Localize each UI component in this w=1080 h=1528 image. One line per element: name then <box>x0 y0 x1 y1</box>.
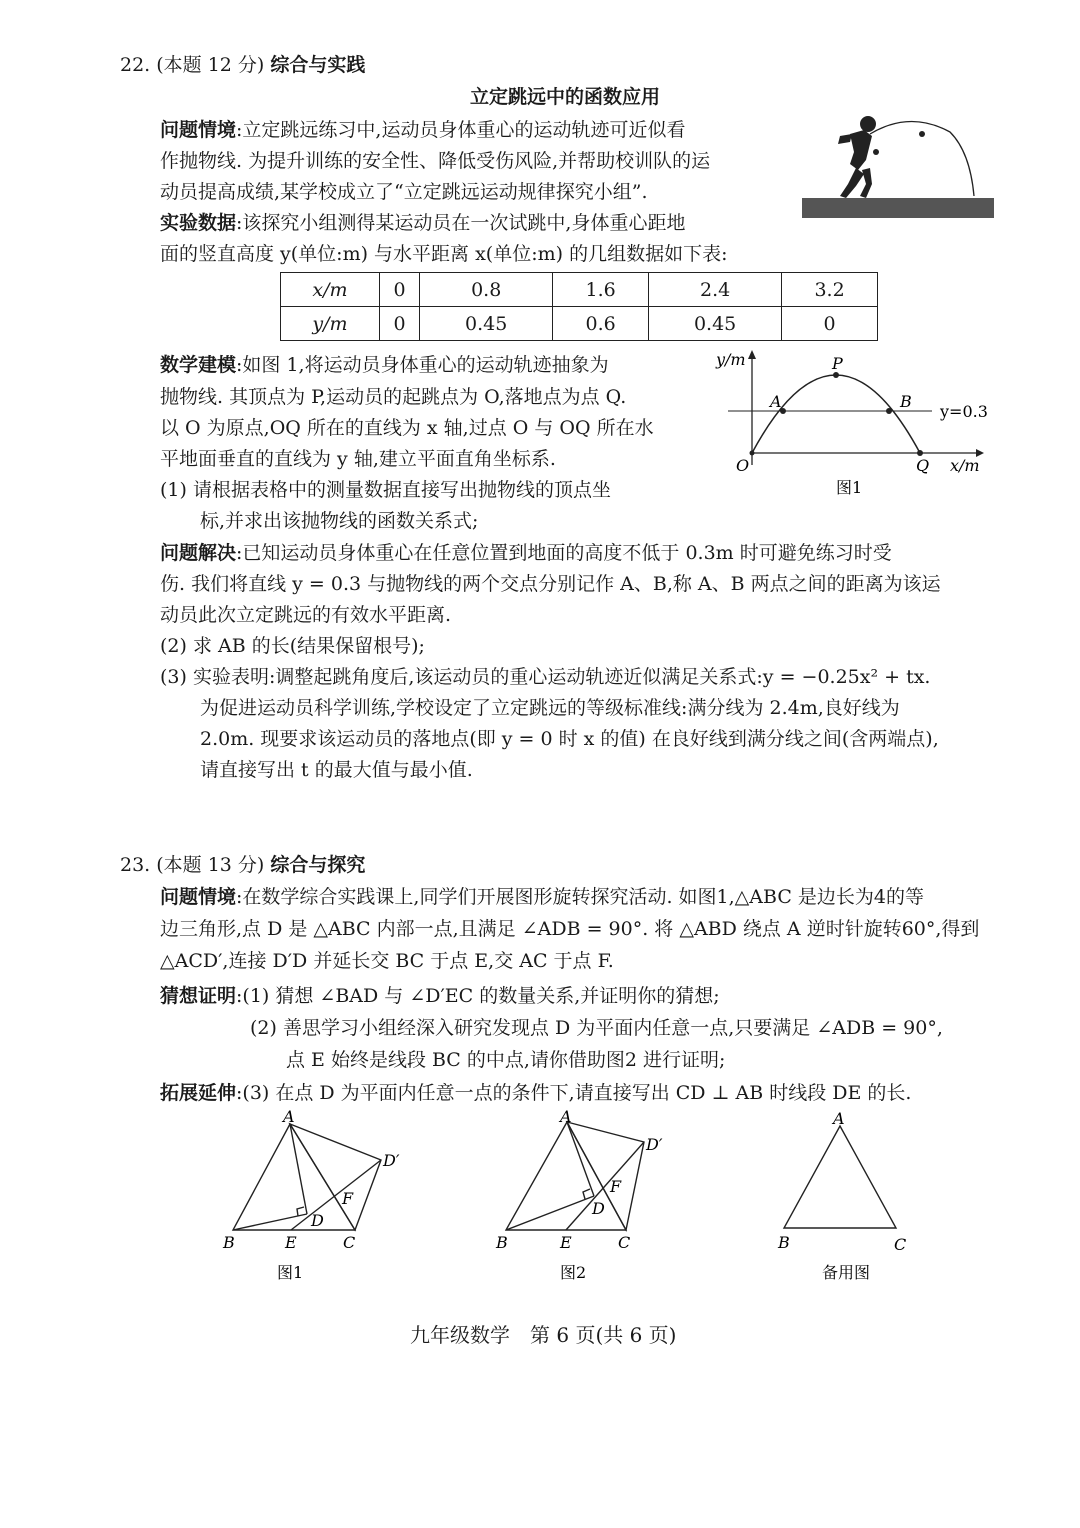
table-cell-y-label: y/m <box>281 307 380 341</box>
table-cell: 0 <box>380 307 420 341</box>
q22-solve-line1 <box>160 540 892 566</box>
q23-score: (本题 13 分) <box>156 854 265 876</box>
triangle-ABC <box>233 1124 355 1230</box>
segment-DpE <box>566 1142 644 1230</box>
table-cell: 0.6 <box>553 307 649 341</box>
athlete-figure <box>838 116 876 198</box>
q23-situation-line1 <box>160 884 924 910</box>
q23-figure-2 <box>494 1110 694 1285</box>
q23-situation-line2: 边三角形,点 D 是 △ABC 内部一点,且满足 ∠ADB = 90°. 将 △ABD 绕点 A 逆时针旋转60°,得到 <box>160 918 980 940</box>
label-B: B <box>223 1233 235 1252</box>
q22-data-line2: 面的竖直高度 y(单位:m) 与水平距离 x(单位:m) 的几组数据如下表: <box>160 243 728 265</box>
q23-extension-part3: :(3) 在点 D 为平面内任意一点的条件下,请直接写出 CD ⊥ AB 时线段 DE 的长. <box>236 1082 912 1104</box>
label-A: A <box>283 1110 295 1126</box>
q22-model-label: 数学建模 <box>160 354 237 376</box>
q23-conjecture-part2-line2: 点 E 始终是线段 BC 的中点,请你借助图2 进行证明; <box>286 1049 726 1071</box>
table-row-x <box>281 273 878 307</box>
figure-2-caption: 图2 <box>560 1263 587 1282</box>
label-E: E <box>560 1233 572 1252</box>
q22-model-line2: 抛物线. 其顶点为 P,运动员的起跳点为 O,落地点为点 Q. <box>160 386 627 408</box>
q23-situation-text1: :在数学综合实践课上,同学们开展图形旋转探究活动. 如图1,△ABC 是边长为4的等 <box>236 886 924 908</box>
q22-header <box>120 52 365 78</box>
q22-score: (本题 12 分) <box>156 54 265 76</box>
x-axis-label: x/m <box>950 456 980 475</box>
q22-part3-line1: (3) 实验表明:调整起跳角度后,该运动员的重心运动轨迹近似满足关系式:y = −0.25x² + tx. <box>160 666 931 688</box>
q22-situation-label: 问题情境 <box>160 119 237 141</box>
q23-conjecture-line1 <box>160 983 720 1009</box>
q23-figure-1 <box>215 1110 415 1285</box>
table-row-y <box>281 307 878 341</box>
q22-model-line4: 平地面垂直的直线为 y 轴,建立平面直角坐标系. <box>160 448 556 470</box>
q23-conjecture-part2-line1: (2) 善思学习小组经深入研究发现点 D 为平面内任意一点,只要满足 ∠ADB = 90°, <box>250 1017 943 1039</box>
q22-situation-line3: 动员提高成绩,某学校成立了“立定跳远运动规律探究小组”. <box>160 181 648 203</box>
ground-bar <box>802 198 994 218</box>
table-cell: 0 <box>782 307 878 341</box>
q22-solve-label: 问题解决 <box>160 542 237 564</box>
label-B: B <box>496 1233 508 1252</box>
q22-part2: (2) 求 AB 的长(结果保留根号); <box>160 635 425 657</box>
q22-data-text1: :该探究小组测得某运动员在一次试跳中,身体重心距地 <box>236 212 686 234</box>
y-axis-arrow <box>748 350 756 359</box>
segment-BD <box>233 1214 307 1230</box>
q22-model-text1: :如图 1,将运动员身体重心的运动轨迹抽象为 <box>236 354 609 376</box>
label-B: B <box>900 392 912 411</box>
q22-data-label: 实验数据 <box>160 212 237 234</box>
label-B: B <box>778 1233 790 1252</box>
q22-data-table <box>280 272 878 341</box>
q23-situation-line3: △ACD′,连接 D′D 并延长交 BC 于点 E,交 AC 于点 F. <box>160 950 614 972</box>
q22-part1-line2: 标,并求出该抛物线的函数关系式; <box>200 510 479 532</box>
figure-1-caption: 图1 <box>277 1263 304 1282</box>
q23-extension-line <box>160 1080 911 1106</box>
q23-conjecture-label: 猜想证明 <box>160 985 237 1007</box>
table-cell: 0 <box>380 273 420 307</box>
center-of-gravity-dot <box>873 149 879 155</box>
label-F: F <box>342 1189 354 1208</box>
q22-situation-text1: :立定跳远练习中,运动员身体重心的运动轨迹可近似看 <box>236 119 686 141</box>
triangle-ACDp <box>567 1122 644 1230</box>
label-C: C <box>343 1233 356 1252</box>
q22-title: 立定跳远中的函数应用 <box>470 86 661 108</box>
triangle-ABC <box>506 1122 626 1230</box>
label-A: A <box>770 392 782 411</box>
q22-situation-line2: 作抛物线. 为提升训练的安全性、降低受伤风险,并帮助校训队的运 <box>160 150 711 172</box>
y-axis-label: y/m <box>716 350 746 369</box>
q22-solve-line2: 伤. 我们将直线 y = 0.3 与抛物线的两个交点分别记作 A、B,称 A、B 两点之间的距离为该运 <box>160 573 941 595</box>
q22-situation-line1 <box>160 117 685 143</box>
table-cell: 2.4 <box>649 273 782 307</box>
parabola-curve <box>752 375 920 453</box>
label-y-line: y=0.3 <box>940 402 988 421</box>
table-cell: 0.45 <box>420 307 553 341</box>
q22-model-line3: 以 O 为原点,OQ 所在的直线为 x 轴,过点 O 与 OQ 所在水 <box>160 417 654 439</box>
label-F: F <box>610 1177 622 1196</box>
label-E: E <box>285 1233 297 1252</box>
jumper-illustration <box>800 112 996 222</box>
q22-type: 综合与实践 <box>270 54 366 76</box>
label-C: C <box>618 1233 631 1252</box>
label-O: O <box>736 456 750 475</box>
q23-header <box>120 852 365 878</box>
figure-caption: 图1 <box>836 478 863 497</box>
q23-extension-label: 拓展延伸 <box>160 1082 237 1104</box>
q22-model-line1 <box>160 352 609 378</box>
q22-solve-text1: :已知运动员身体重心在任意位置到地面的高度不低于 0.3m 时可避免练习时受 <box>236 542 892 564</box>
table-cell: 0.8 <box>420 273 553 307</box>
trajectory-dot <box>919 131 925 137</box>
q23-spare-figure <box>770 1110 920 1285</box>
label-Dprime: D′ <box>383 1151 400 1170</box>
q22-solve-line3: 动员此次立定跳远的有效水平距离. <box>160 604 452 626</box>
label-Dprime: D′ <box>646 1135 663 1154</box>
q22-part3-line4: 请直接写出 t 的最大值与最小值. <box>200 759 473 781</box>
q22-part1-line1: (1) 请根据表格中的测量数据直接写出抛物线的顶点坐 <box>160 479 611 501</box>
label-D: D <box>311 1211 324 1230</box>
intersection-point-B <box>886 408 892 414</box>
q22-part3-line2: 为促进运动员科学训练,学校设定了立定跳远的等级标准线:满分线为 2.4m,良好线为 <box>200 697 900 719</box>
label-C: C <box>894 1235 907 1254</box>
q22-figure-parabola <box>714 345 1004 505</box>
table-cell: 0.45 <box>649 307 782 341</box>
q22-part3-line3: 2.0m. 现要求该运动员的落地点(即 y = 0 时 x 的值) 在良好线到满分线之间(含两端点), <box>200 728 939 750</box>
q23-type: 综合与探究 <box>270 854 366 876</box>
q23-conjecture-part1: :(1) 猜想 ∠BAD 与 ∠D′EC 的数量关系,并证明你的猜想; <box>236 985 720 1007</box>
segment-AD <box>567 1122 594 1196</box>
label-Q: Q <box>916 456 930 475</box>
q22-number: 22. <box>120 54 151 76</box>
q22-data-line1 <box>160 210 685 236</box>
table-cell: 3.2 <box>782 273 878 307</box>
label-D: D <box>592 1199 605 1218</box>
triangle-ABC <box>784 1126 896 1228</box>
spare-figure-caption: 备用图 <box>822 1263 871 1282</box>
table-cell-x-label: x/m <box>281 273 380 307</box>
q23-situation-label: 问题情境 <box>160 886 237 908</box>
label-A: A <box>560 1110 572 1126</box>
origin-point <box>750 451 755 456</box>
page-footer: 九年级数学 第 6 页(共 6 页) <box>410 1323 677 1347</box>
label-P: P <box>832 354 843 373</box>
q23-number: 23. <box>120 854 151 876</box>
table-cell: 1.6 <box>553 273 649 307</box>
label-A: A <box>833 1110 845 1128</box>
